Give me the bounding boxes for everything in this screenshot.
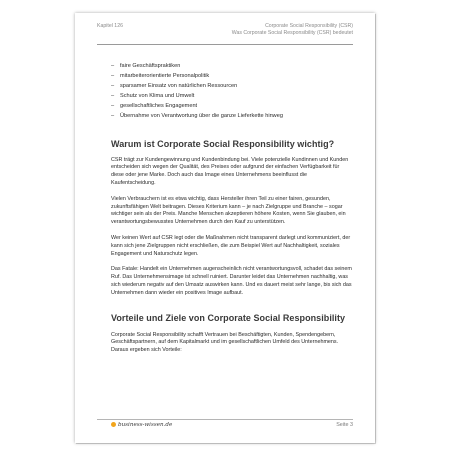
paragraph: Corporate Social Responsibility schafft Vertrauen bei Beschäftigten, Kunden, Spendengebern, Geschäftspartnern, auf dem Kapitalmarkt und im gesellschaftlichen Umfeld des Unternehmens. Daraus ergeben sich Vorteile: xyxy=(111,331,339,354)
list-item: – Übernahme von Verantwortung über die ganze Lieferkette hinweg xyxy=(111,111,353,121)
footer-logo xyxy=(111,421,172,429)
header-titles xyxy=(232,23,353,36)
paragraph: Wer keinen Wert auf CSR legt oder die Maßnahmen nicht transparent darlegt und kommuniziert, der kann sich jene Zielgruppen nicht erschließen, die zum Beispiel Wert auf Nachhaltigkeit, soziales Engagement und Naturschutz legen. xyxy=(111,234,351,257)
page-content xyxy=(111,61,353,355)
logo-text: business-wissen.de xyxy=(118,422,173,428)
paragraph: Vielen Verbrauchern ist es etwa wichtig, dass Hersteller ihren Teil zu einer fairen, gesunden, zukunftsfähigen Welt beitragen. Dieses Kriterium kann – je nach Zielgruppe und Branche – sogar wichtiger sein als der Preis. Manche Menschen akzeptieren höhere Kosten, wenn Sie glauben, ein verantwortungsbewusstes Unternehmen durch den Kauf zu unterstützen. xyxy=(111,195,346,226)
header-divider xyxy=(97,44,353,45)
list-item: – sparsamer Einsatz von natürlichen Ressourcen xyxy=(111,81,353,91)
header-title: Corporate Social Responsibility (CSR) xyxy=(265,23,353,29)
page-number: Seite 3 xyxy=(336,422,353,428)
bullet-list xyxy=(111,61,353,122)
header-subtitle: Was Corporate Social Responsibility (CSR) bedeutet xyxy=(231,29,353,36)
header-chapter: Kapitel 126 xyxy=(97,23,123,29)
paragraph: CSR trägt zur Kundengewinnung und Kundenbindung bei. Viele potenzielle Kundinnen und Kunden entscheiden sich wegen der Qualität, des Preises oder aufgrund der einfachen Verfügbarkeit für diese oder jene Marke. Doch auch das Image eines Unternehmens beeinflusst die Kaufentscheidung. xyxy=(111,156,349,186)
list-item: – mitarbeiterorientierte Personalpolitik xyxy=(111,71,353,81)
footer-divider xyxy=(97,419,353,420)
list-item: – faire Geschäftspraktiken xyxy=(111,61,353,71)
document-page xyxy=(75,13,375,443)
logo-dot-icon xyxy=(111,422,116,427)
paragraph: Das Fatale: Handelt ein Unternehmen augenscheinlich nicht verantwortungsvoll, schadet das seinem Ruf. Das Unternehmensimage ist schnell ruiniert. Darunter leidet das Unternehmen nachhaltig, was sich wiederum negativ auf den Umsatz auswirken kann. Und es dauert meist sehr lange, bis sich das Unternehmen dann wieder ein positives Image aufbaut. xyxy=(111,266,352,296)
list-item: – gesellschaftliches Engagement xyxy=(111,101,353,111)
section-heading-advantages: Vorteile und Ziele von Corporate Social Responsibility xyxy=(111,312,346,323)
list-item: – Schutz von Klima und Umwelt xyxy=(111,91,353,101)
section-heading-why: Warum ist Corporate Social Responsibility wichtig? xyxy=(111,138,335,149)
